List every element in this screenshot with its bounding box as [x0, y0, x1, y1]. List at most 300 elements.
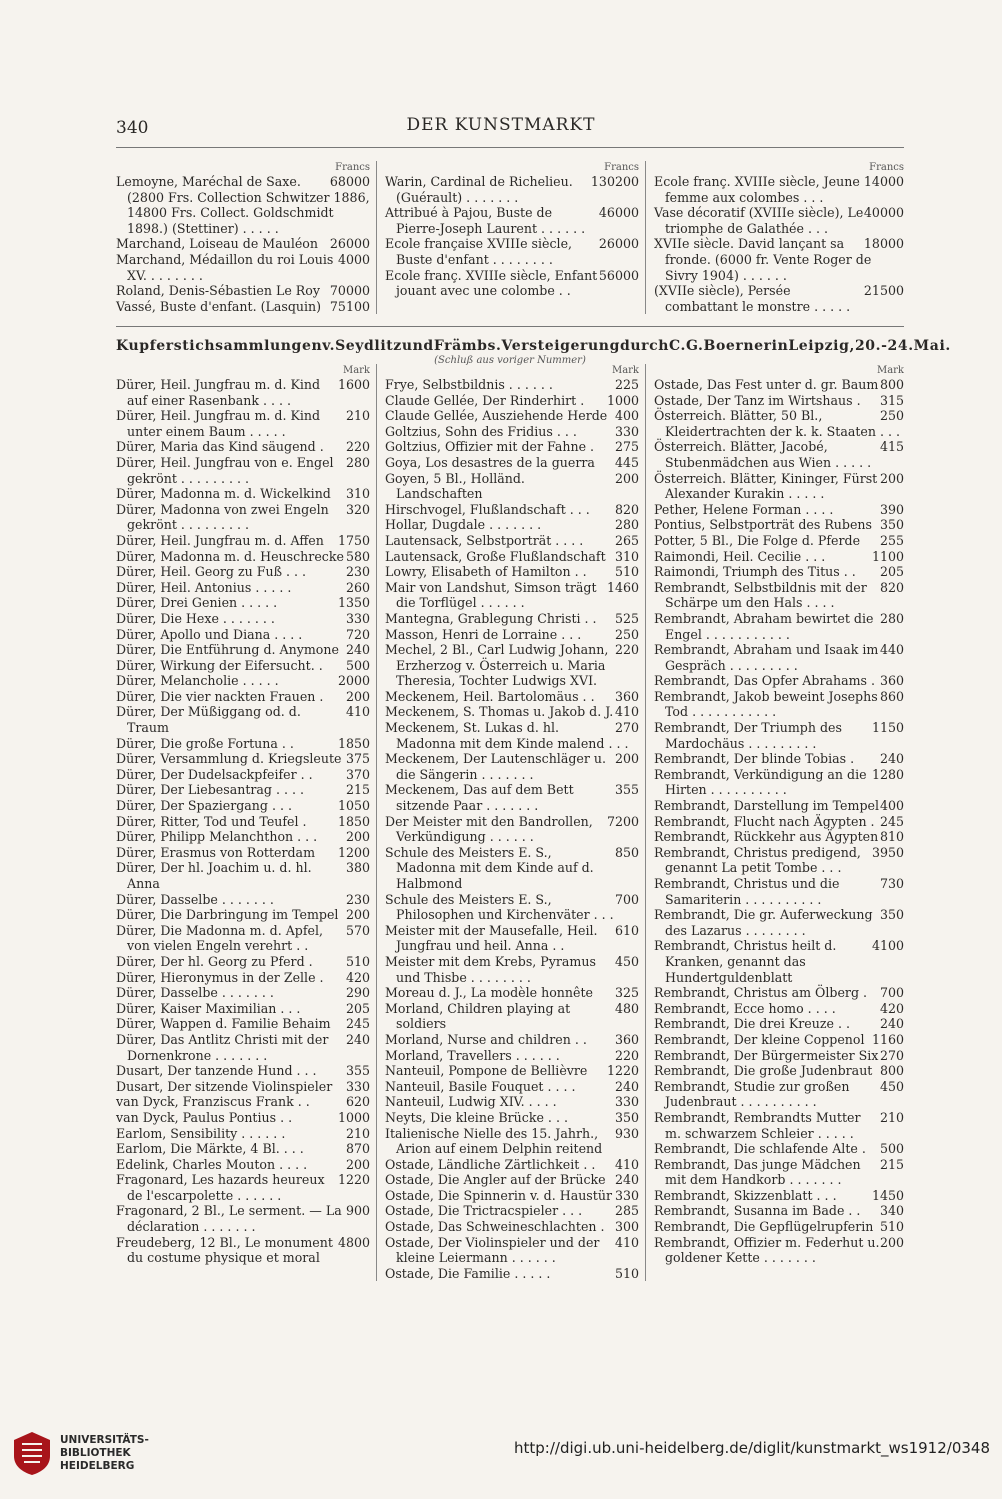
lot-title: XVIIe siècle. David lançant sa fronde. (6000 fr. Vente Roger de Sivry 1904) . . . . . . — [654, 236, 872, 283]
lot-entry — [116, 252, 370, 283]
listing-section — [116, 364, 904, 1281]
lot-title: Dürer, Der Spaziergang . . . — [116, 798, 292, 814]
running-title: DER KUNSTMARKT — [406, 115, 596, 135]
lot-price: 1150 — [871, 720, 904, 736]
lot-price: 200 — [345, 907, 370, 923]
lot-title: Vassé, Buste d'enfant. (Lasquin) — [116, 298, 322, 314]
lot-price: 1050 — [337, 798, 370, 814]
lot-title: Dürer, Heil. Jungfrau m. d. Kind auf einer Rasenbank . . . . — [116, 377, 321, 408]
lot-entry — [654, 611, 904, 642]
lot-entry — [385, 689, 639, 705]
lot-entry — [654, 798, 904, 814]
lot-price: 1220 — [606, 1063, 639, 1079]
lot-title: Rembrandt, Die gr. Auferweckung des Lazarus . . . . . . . . — [654, 907, 873, 938]
lot-title: Meckenem, Das auf dem Bett sitzende Paar . . . . . . . — [385, 782, 574, 814]
lot-price: 290 — [345, 985, 370, 1001]
lot-price: 400 — [614, 408, 639, 424]
lot-price: 1600 — [337, 377, 370, 392]
lot-entry — [116, 1172, 370, 1203]
lot-title: Schule des Meisters E. S., Madonna mit dem Kinde auf d. Halbmond — [385, 844, 594, 891]
lot-title: Nanteuil, Basile Fouquet . . . . — [385, 1078, 576, 1094]
lot-title: Claude Gellée, Ausziehende Herde — [385, 408, 608, 424]
lot-price: 220 — [345, 439, 370, 455]
lot-entry — [116, 845, 370, 861]
lot-title: Meister mit dem Krebs, Pyramus und Thisbe . . . . . . . . — [385, 953, 596, 985]
lot-price: 800 — [879, 377, 904, 392]
lot-entry — [116, 923, 370, 954]
lot-title: Dürer, Dasselbe . . . . . . . — [116, 985, 274, 1001]
lot-price: 56000 — [598, 267, 639, 283]
lot-entry — [116, 564, 370, 580]
lot-entry — [654, 1203, 904, 1219]
lot-price: 40000 — [863, 205, 904, 221]
top-column-1 — [116, 161, 376, 314]
lot-entry — [654, 1110, 904, 1141]
lot-title: Hollar, Dugdale . . . . . . . — [385, 517, 542, 533]
lot-price: 4800 — [337, 1234, 370, 1250]
lot-title: Ostade, Das Fest unter d. gr. Baum — [654, 377, 879, 392]
lot-entry — [116, 1110, 370, 1126]
lot-entry — [116, 533, 370, 549]
lot-price: 820 — [614, 501, 639, 517]
lot-price: 240 — [614, 1172, 639, 1188]
lot-title: Dürer, Wirkung der Eifersucht. . — [116, 657, 323, 673]
lot-title: Dusart, Der tanzende Hund . . . — [116, 1063, 317, 1079]
lot-price: 330 — [614, 423, 639, 439]
lot-entry — [654, 1063, 904, 1079]
lot-title: Dürer, Das Antlitz Christi mit der Dornenkrone . . . . . . . — [116, 1031, 329, 1063]
lot-entry — [116, 860, 370, 891]
title-word: durch — [619, 338, 670, 354]
lot-price: 380 — [345, 860, 370, 876]
listing-column-2 — [376, 364, 645, 1281]
lot-price: 265 — [614, 532, 639, 548]
lot-title: Schule des Meisters E. S., Philosophen und Kirchenväter . . . — [385, 891, 614, 923]
currency-label: Mark — [876, 365, 904, 376]
lot-title: Claude Gellée, Der Rinderhirt . — [385, 392, 585, 408]
listing-column-1 — [116, 364, 376, 1281]
lot-price: 200 — [345, 829, 370, 845]
lot-entry — [385, 174, 639, 205]
lot-price: 930 — [614, 1125, 639, 1141]
lot-price: 1100 — [871, 548, 904, 564]
lot-price: 18000 — [863, 236, 904, 252]
lot-price: 70000 — [329, 283, 370, 299]
lot-entry — [654, 829, 904, 845]
lot-title: Rembrandt, Das Opfer Abrahams . — [654, 673, 876, 689]
lot-entry — [116, 595, 370, 611]
lot-price: 445 — [614, 454, 639, 470]
lot-title: Rembrandt, Christus heilt d. Kranken, genannt das Hundertguldenblatt — [654, 938, 837, 985]
lot-price: 200 — [345, 1156, 370, 1172]
lot-price: 810 — [879, 829, 904, 845]
lot-entry — [654, 938, 904, 985]
top-section — [116, 161, 904, 314]
lot-entry — [385, 1157, 639, 1173]
lot-title: Rembrandt, Susanna im Bade . . — [654, 1203, 861, 1219]
lot-title: Rembrandt, Verkündigung an die Hirten . . . . . . . . . . — [654, 766, 867, 798]
lot-entry — [385, 704, 639, 720]
library-line: BIBLIOTHEK — [60, 1447, 131, 1459]
lot-title: Rembrandt, Darstellung im Tempel — [654, 798, 879, 814]
lot-price: 510 — [879, 1219, 904, 1235]
lot-price: 1000 — [606, 392, 639, 408]
lot-entry — [116, 767, 370, 783]
lot-title: Meister mit der Mausefalle, Heil. Jungfrau und heil. Anna . . — [385, 922, 598, 954]
lot-entry — [116, 580, 370, 596]
lot-entry — [654, 174, 904, 205]
lot-entry — [385, 439, 639, 455]
lot-entry — [116, 627, 370, 643]
lot-entry — [385, 1094, 639, 1110]
lot-title: Dürer, Die Entführung d. Anymone — [116, 642, 339, 658]
lot-price: 1220 — [337, 1172, 370, 1188]
lot-price: 2000 — [337, 673, 370, 689]
lot-title: Ostade, Ländliche Zärtlichkeit . . — [385, 1156, 596, 1172]
lot-title: Ostade, Die Spinnerin v. d. Haustür — [385, 1187, 612, 1203]
lot-title: van Dyck, Franziscus Frank . . — [116, 1094, 310, 1110]
lot-title: Ostade, Die Trictracspieler . . . — [385, 1203, 583, 1219]
page-number: 340 — [116, 118, 149, 138]
lot-title: Dürer, Versammlung d. Kriegsleute — [116, 751, 342, 767]
lot-price: 330 — [614, 1094, 639, 1110]
lot-entry — [385, 564, 639, 580]
lot-entry — [385, 268, 639, 299]
lot-title: Rembrandt, Die große Judenbraut — [654, 1063, 873, 1079]
lot-price: 280 — [614, 517, 639, 533]
lot-price: 375 — [345, 751, 370, 767]
lot-price: 315 — [879, 392, 904, 408]
lot-price: 200 — [614, 470, 639, 486]
lot-price: 4100 — [871, 938, 904, 954]
lot-price: 370 — [345, 766, 370, 782]
lot-entry — [116, 1094, 370, 1110]
lot-entry — [116, 829, 370, 845]
lot-entry — [385, 377, 639, 393]
lot-title: Dürer, Ritter, Tod und Teufel . — [116, 813, 307, 829]
lot-entry — [116, 174, 370, 236]
lot-entry — [116, 1001, 370, 1017]
top-column-2 — [376, 161, 645, 314]
lot-title: Dürer, Der hl. Joachim u. d. hl. Anna — [116, 860, 312, 891]
lot-title: Potter, 5 Bl., Die Folge d. Pferde — [654, 532, 861, 548]
lot-entry — [385, 455, 639, 471]
lot-entry — [654, 985, 904, 1001]
lot-title: Rembrandt, Christus und die Samariterin . . . . . . . . . . — [654, 876, 840, 907]
lot-price: 450 — [614, 953, 639, 969]
lot-price: 400 — [879, 798, 904, 814]
lot-entry — [654, 1048, 904, 1064]
title-word: Kupferstichsammlungen — [116, 338, 323, 354]
lot-entry — [654, 502, 904, 518]
lot-title: Neyts, Die kleine Brücke . . . — [385, 1109, 568, 1125]
lot-price: 205 — [879, 564, 904, 580]
lot-entry — [116, 1141, 370, 1157]
lot-price: 730 — [879, 876, 904, 891]
lot-price: 800 — [879, 1063, 904, 1079]
lot-price: 1850 — [337, 735, 370, 751]
lot-price: 46000 — [598, 205, 639, 221]
lot-price: 240 — [879, 1016, 904, 1032]
lot-price: 280 — [345, 454, 370, 470]
lot-price: 360 — [614, 688, 639, 704]
lot-entry — [385, 1126, 639, 1157]
lot-price: 220 — [614, 642, 639, 658]
lot-price: 240 — [345, 1031, 370, 1047]
lot-entry — [116, 1235, 370, 1266]
lot-title: Goyen, 5 Bl., Holländ. Landschaften — [385, 470, 525, 502]
lot-price: 355 — [345, 1063, 370, 1079]
lot-title: Marchand, Médaillon du roi Louis XV. . . . . . . . — [116, 251, 334, 283]
lot-entry — [385, 1001, 639, 1032]
lot-entry — [654, 1188, 904, 1204]
lot-title: Ostade, Der Tanz im Wirtshaus . — [654, 392, 861, 408]
lot-price: 480 — [614, 1000, 639, 1016]
lot-price: 240 — [614, 1078, 639, 1094]
lot-price: 700 — [614, 891, 639, 907]
lot-entry — [116, 1079, 370, 1095]
lot-entry — [654, 1157, 904, 1188]
lot-title: Italienische Nielle des 15. Jahrh., Arion auf einem Delphin reitend — [385, 1125, 603, 1157]
lot-entry — [654, 1016, 904, 1032]
lot-price: 510 — [614, 564, 639, 580]
lot-title: Goya, Los desastres de la guerra — [385, 454, 595, 470]
lot-price: 270 — [879, 1047, 904, 1063]
lot-entry — [385, 1203, 639, 1219]
lot-price: 410 — [614, 704, 639, 720]
lot-entry — [116, 455, 370, 486]
top-column-3 — [645, 161, 904, 314]
lot-entry — [654, 283, 904, 314]
lot-title: Ostade, Der Violinspieler und der kleine Leiermann . . . . . . — [385, 1234, 600, 1266]
title-word: v. — [322, 338, 336, 354]
lot-entry — [654, 377, 904, 393]
lot-entry — [385, 1219, 639, 1235]
lot-title: Rembrandt, Jakob beweint Josephs Tod . . . . . . . . . . . — [654, 688, 878, 720]
lot-entry — [654, 673, 904, 689]
lot-title: Mechel, 2 Bl., Carl Ludwig Johann, Erzherzog v. Österreich u. Maria Theresia, Tochter Ludwigs XVI. — [385, 642, 609, 689]
lot-entry — [654, 751, 904, 767]
lot-price: 225 — [614, 377, 639, 392]
lot-title: Ecole franç. XVIIIe siècle, Jeune femme aux colombes . . . — [654, 174, 860, 205]
lot-entry — [654, 907, 904, 938]
lot-entry — [116, 611, 370, 627]
lot-price: 250 — [879, 408, 904, 424]
lot-price: 420 — [345, 969, 370, 985]
lot-price: 850 — [614, 844, 639, 860]
lot-entry — [654, 564, 904, 580]
lot-price: 410 — [614, 1234, 639, 1250]
library-name — [60, 1434, 149, 1473]
lot-price: 860 — [879, 688, 904, 704]
lot-title: Österreich. Blätter, Jacobé, Stubenmädchen aus Wien . . . . . — [654, 439, 872, 470]
lot-title: Rembrandt, Die Gepflügelrupferin — [654, 1219, 874, 1235]
lot-price: 1160 — [871, 1031, 904, 1047]
lot-price: 360 — [614, 1031, 639, 1047]
lot-title: Dürer, Erasmus von Rotterdam — [116, 844, 316, 860]
lot-entry — [385, 1048, 639, 1064]
lot-price: 230 — [345, 564, 370, 580]
lot-price: 200 — [345, 688, 370, 704]
lot-entry — [654, 720, 904, 751]
lot-price: 525 — [614, 610, 639, 626]
lot-entry — [385, 814, 639, 845]
lot-title: Raimondi, Heil. Cecilie . . . — [654, 548, 826, 564]
lot-entry — [654, 845, 904, 876]
lot-title: Rembrandt, Der Bürgermeister Six — [654, 1047, 879, 1063]
lot-price: 68000 — [329, 174, 370, 189]
lot-price: 210 — [345, 408, 370, 424]
lot-price: 420 — [879, 1000, 904, 1016]
currency-label: Francs — [604, 162, 639, 173]
lot-title: Rembrandt, Christus am Ölberg . — [654, 985, 868, 1001]
lot-title: Nanteuil, Pompone de Bellièvre — [385, 1063, 588, 1079]
lot-price: 3950 — [871, 844, 904, 860]
lot-price: 1450 — [871, 1187, 904, 1203]
lot-entry — [654, 1001, 904, 1017]
lot-price: 270 — [614, 720, 639, 736]
lot-entry — [385, 782, 639, 813]
lot-entry — [116, 642, 370, 658]
lot-title: Fragonard, Les hazards heureux de l'escarpolette . . . . . . — [116, 1172, 325, 1203]
lot-title: Frye, Selbstbildnis . . . . . . — [385, 377, 553, 392]
lot-entry — [654, 205, 904, 236]
lot-title: Rembrandt, Offizier m. Federhut u. goldener Kette . . . . . . . — [654, 1234, 880, 1266]
lot-entry — [654, 580, 904, 611]
lot-entry — [654, 876, 904, 907]
lot-title: Rembrandt, Der kleine Coppenol — [654, 1031, 865, 1047]
lot-title: Dürer, Der Liebesantrag . . . . — [116, 782, 305, 798]
lot-price: 1750 — [337, 532, 370, 548]
lot-price: 390 — [879, 501, 904, 517]
lot-title: Pether, Helene Forman . . . . — [654, 501, 834, 517]
lot-entry — [116, 673, 370, 689]
lot-title: Dürer, Der Dudelsackpfeifer . . — [116, 766, 313, 782]
lot-title: Dürer, Maria das Kind säugend . — [116, 439, 324, 455]
lot-title: Lowry, Elisabeth of Hamilton . . — [385, 564, 587, 580]
title-word: Seydlitz — [335, 338, 402, 354]
lot-price: 500 — [879, 1141, 904, 1157]
lot-title: Ostade, Die Angler auf der Brücke — [385, 1172, 606, 1188]
lot-entry — [385, 1235, 639, 1266]
lot-entry — [385, 611, 639, 627]
lot-entry — [116, 283, 370, 299]
lot-title: Marchand, Loiseau de Mauléon — [116, 236, 318, 252]
source-url[interactable]: http://digi.ub.uni-heidelberg.de/diglit/kunstmarkt_ws1912/0348 — [514, 1439, 990, 1457]
lot-price: 285 — [614, 1203, 639, 1219]
lot-entry — [116, 798, 370, 814]
lot-title: Rembrandt, Rückkehr aus Ägypten — [654, 829, 879, 845]
lot-title: Rembrandt, Skizzenblatt . . . — [654, 1187, 837, 1203]
lot-title: Rembrandt, Der Triumph des Mardochäus . . . . . . . . . — [654, 720, 842, 751]
lot-title: Goltzius, Offizier mit der Fahne . — [385, 439, 595, 455]
lot-price: 1460 — [606, 579, 639, 595]
lot-price: 325 — [614, 985, 639, 1001]
section-rule — [116, 326, 904, 327]
lot-title: Rembrandt, Flucht nach Ägypten . — [654, 813, 875, 829]
lot-price: 200 — [879, 1234, 904, 1250]
lot-title: Rembrandt, Christus predigend, genannt La petit Tombe . . . — [654, 844, 861, 876]
lot-entry — [654, 1219, 904, 1235]
lot-price: 230 — [345, 891, 370, 907]
lot-title: Dürer, Madonna m. d. Wickelkind — [116, 486, 331, 502]
lot-price: 300 — [614, 1219, 639, 1235]
lot-entry — [116, 736, 370, 752]
lot-price: 330 — [345, 610, 370, 626]
lot-title: Dürer, Der Müßiggang od. d. Traum — [116, 704, 301, 736]
lot-price: 14000 — [863, 174, 904, 189]
lot-price: 215 — [879, 1156, 904, 1172]
lot-entry — [116, 408, 370, 439]
header-rule — [116, 147, 904, 148]
lot-entry — [654, 471, 904, 502]
lot-title: Meckenem, Der Lautenschläger u. die Sängerin . . . . . . . — [385, 751, 606, 782]
lot-price: 215 — [345, 782, 370, 798]
title-word: C.G.Boerner — [669, 338, 772, 354]
lot-title: Dürer, Heil. Antonius . . . . . — [116, 579, 292, 595]
lot-title: Hirschvogel, Flußlandschaft . . . — [385, 501, 590, 517]
lot-entry — [385, 533, 639, 549]
lot-title: Nanteuil, Ludwig XIV. . . . . — [385, 1094, 557, 1110]
library-line: HEIDELBERG — [60, 1460, 135, 1472]
lot-price: 410 — [614, 1156, 639, 1172]
lot-entry — [654, 549, 904, 565]
lot-title: Ostade, Die Familie . . . . . — [385, 1265, 551, 1281]
lot-title: Österreich. Blätter, Kininger, Fürst Alexander Kurakin . . . . . — [654, 470, 878, 502]
lot-entry — [385, 549, 639, 565]
section-note: (Schluß aus voriger Nummer) — [434, 355, 586, 366]
lot-entry — [385, 236, 639, 267]
lot-title: Meckenem, Heil. Bartolomäus . . — [385, 688, 595, 704]
lot-title: Fragonard, 2 Bl., Le serment. — La déclaration . . . . . . . — [116, 1203, 342, 1235]
lot-entry — [116, 689, 370, 705]
lot-title: Masson, Henri de Lorraine . . . — [385, 626, 582, 642]
library-line: UNIVERSITÄTS- — [60, 1434, 149, 1446]
lot-entry — [116, 704, 370, 735]
lot-entry — [116, 658, 370, 674]
lot-price: 410 — [345, 704, 370, 720]
currency-label: Francs — [335, 162, 370, 173]
lot-title: Ecole franç. XVIIIe siècle, Enfant jouant avec une colombe . . — [385, 267, 598, 299]
lot-entry — [385, 408, 639, 424]
lot-entry — [385, 1172, 639, 1188]
lot-entry — [654, 1032, 904, 1048]
lot-title: Earlom, Die Märkte, 4 Bl. . . . — [116, 1141, 304, 1157]
lot-entry — [654, 517, 904, 533]
lot-entry — [654, 236, 904, 283]
lot-entry — [654, 767, 904, 798]
lot-price: 220 — [614, 1047, 639, 1063]
lot-entry — [385, 892, 639, 923]
lot-title: Dürer, Heil. Georg zu Fuß . . . — [116, 564, 307, 580]
lot-price: 310 — [614, 548, 639, 564]
lot-title: Morland, Travellers . . . . . . — [385, 1047, 560, 1063]
lot-entry — [654, 439, 904, 470]
lot-entry — [385, 751, 639, 782]
lot-title: Rembrandt, Studie zur großen Judenbraut . . . . . . . . . . — [654, 1078, 850, 1110]
lot-title: Freudeberg, 12 Bl., Le monument du costume physique et moral — [116, 1234, 333, 1266]
lot-price: 570 — [345, 922, 370, 938]
title-word: Främbs. — [433, 338, 502, 354]
lot-entry — [116, 1016, 370, 1032]
lot-entry — [385, 642, 639, 689]
lot-price: 510 — [614, 1265, 639, 1281]
lot-price: 4000 — [337, 251, 370, 267]
lot-title: Attribué à Pajou, Buste de Pierre-Joseph Laurent . . . . . . — [385, 205, 586, 236]
footer — [0, 1420, 1002, 1480]
title-word: 20.-24.Mai. — [854, 338, 951, 354]
lot-entry — [385, 720, 639, 751]
